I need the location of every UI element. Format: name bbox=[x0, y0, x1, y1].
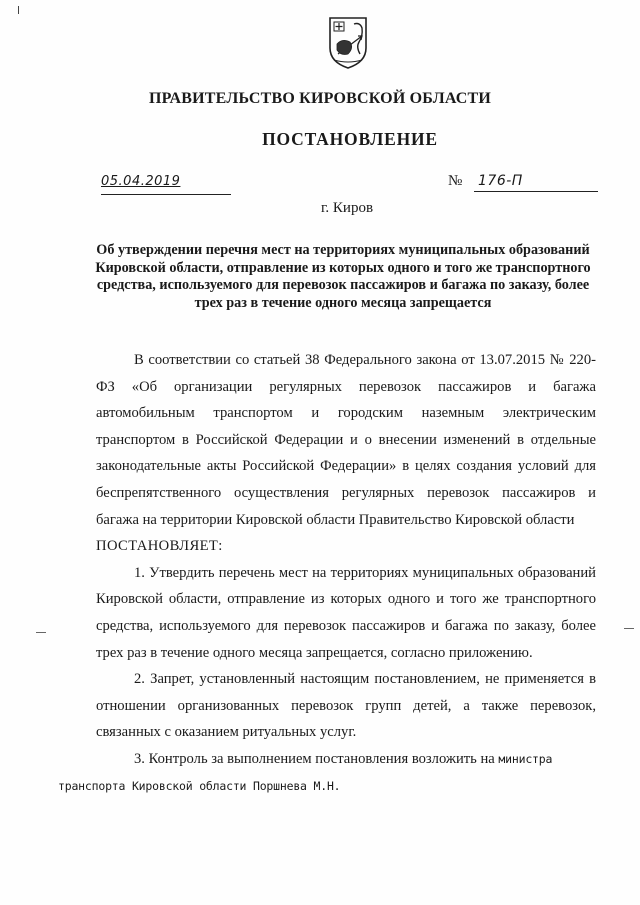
number-sign: № bbox=[448, 173, 463, 189]
document-subject: Об утверждении перечня мест на территориях муниципальных образований Кировской области, отправление из которых одного и того же транспортного средства, используемого для перевозок пассажиров и багажа по заказу, более трех раз в течение одного месяца запрещается bbox=[95, 242, 591, 311]
item-3-paragraph bbox=[58, 746, 596, 799]
date-field bbox=[101, 174, 231, 195]
document-number: 176-П bbox=[478, 173, 523, 189]
item-2-paragraph: 2. Запрет, установленный настоящим постановлением, не применяется в отношении организованных перевозок групп детей, а также перевозок, связанных с оказанием ритуальных услуг. bbox=[96, 671, 596, 741]
decree-word: ПОСТАНОВЛЯЕТ: bbox=[96, 538, 223, 555]
item-1-paragraph: 1. Утвердить перечень мест на территориях муниципальных образований Кировской области, отправление из которых одного и того же транспортного средства, используемого для перевозок пассажиров и багажа по заказу, более трех раз в течение одного месяца запрещается, согласно приложению. bbox=[96, 564, 596, 661]
item-3-typed-text-1: министра bbox=[498, 751, 553, 766]
scan-mark-top bbox=[18, 6, 19, 14]
number-line bbox=[474, 173, 598, 192]
government-title: ПРАВИТЕЛЬСТВО КИРОВСКОЙ ОБЛАСТИ bbox=[148, 90, 492, 107]
item-3-printed-text: 3. Контроль за выполнением постановления возложить на bbox=[134, 750, 495, 767]
city-name: г. Киров bbox=[320, 200, 374, 216]
document-date: 05.04.2019 bbox=[101, 174, 181, 189]
kirov-oblast-coat-of-arms-icon bbox=[326, 14, 370, 70]
item-3-typed-text-2: транспорта Кировской области Поршнева М.Н. bbox=[58, 778, 341, 793]
scan-mark-right bbox=[624, 628, 634, 629]
preamble-paragraph: В соответствии со статьей 38 Федерального закона от 13.07.2015 № 220-ФЗ «Об организации регулярных перевозок пассажиров и багажа автомобильным транспортом и городским наземным электрическим транспортом в Российской Федерации и о внесении изменений в отдельные законодательные акты Российской Федерации» в целях создания условий для беспрепятственного осуществления регулярных перевозок пассажиров и багажа на территории Кировской области Правительство Кировской области bbox=[96, 352, 596, 528]
document-number-field bbox=[448, 173, 598, 193]
document-body bbox=[58, 347, 596, 799]
scan-mark-left bbox=[36, 632, 46, 633]
document-type-heading: ПОСТАНОВЛЕНИЕ bbox=[262, 129, 438, 149]
